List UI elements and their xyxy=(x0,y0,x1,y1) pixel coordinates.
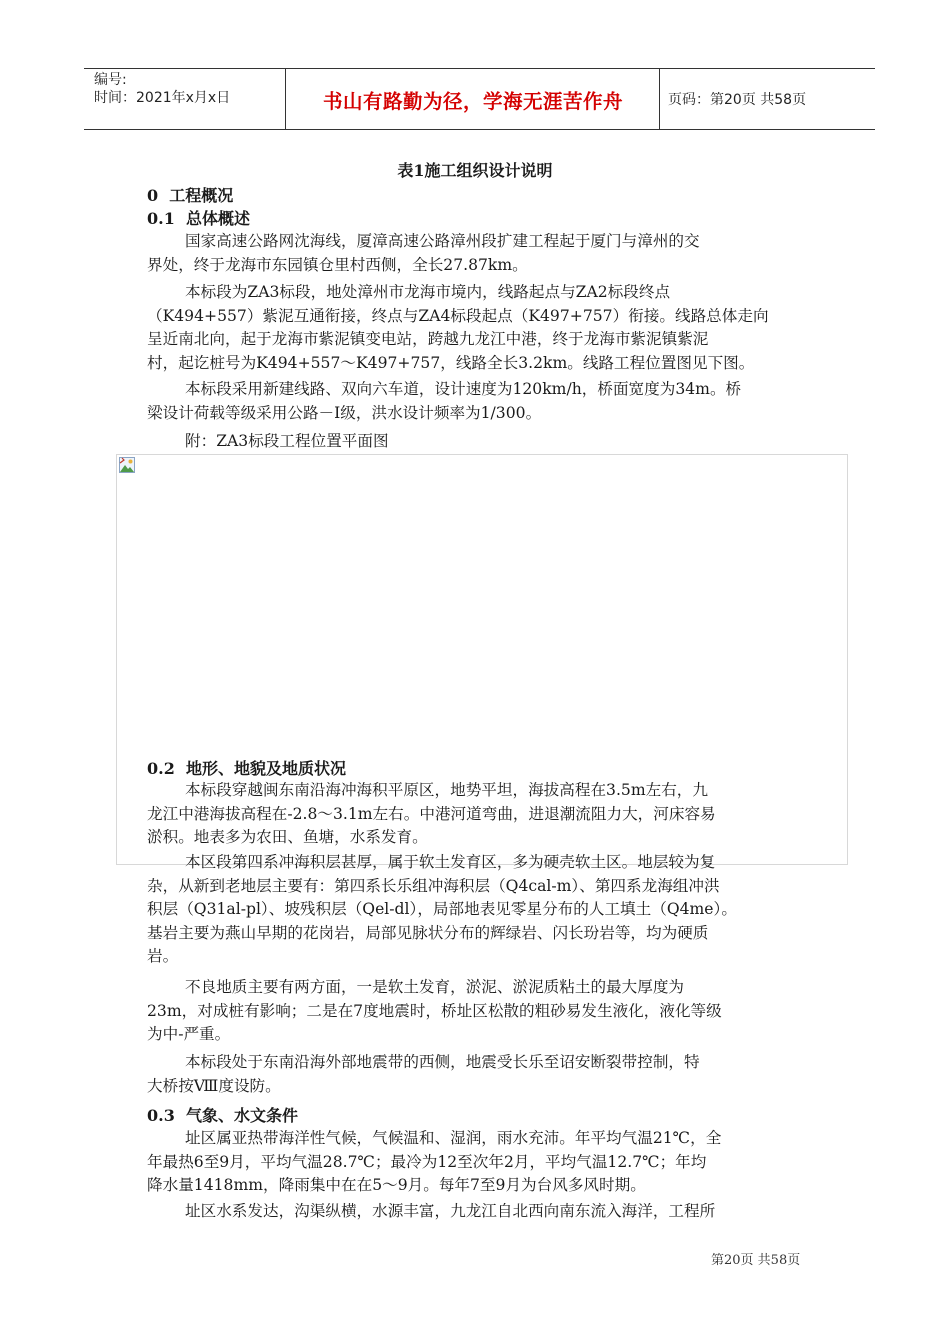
text-line: 岩。 xyxy=(147,947,179,966)
text-line: 淤积。地表多为农田、鱼塘，水系发育。 xyxy=(147,828,428,847)
paragraph-overview-3 xyxy=(147,378,741,425)
section-heading-0-3: 0.3 气象、水文条件 xyxy=(147,1106,298,1125)
text-line: 梁设计荷载等级采用公路－Ⅰ级，洪水设计频率为1/300。 xyxy=(147,403,542,422)
header-top-rule xyxy=(84,68,875,69)
section-heading-0-1: 0.1 总体概述 xyxy=(147,209,250,228)
text-line: 呈近南北向，起于龙海市紫泥镇变电站，跨越九龙江中港，终于龙海市紫泥镇紫泥 xyxy=(147,330,709,349)
broken-image-icon xyxy=(119,457,135,473)
text-line: 本标段穿越闽东南沿海冲海积平原区，地势平坦，海拔高程在3.5m左右，九 xyxy=(185,781,708,799)
paragraph-climate-1 xyxy=(147,1127,721,1198)
header-motto: 书山有路勤为径，学海无涯苦作舟 xyxy=(322,90,623,113)
text-line: 本区段第四系冲海积层甚厚，属于软土发育区，多为硬壳软土区。地层较为复 xyxy=(185,853,716,871)
text-line: 国家高速公路网沈海线，厦漳高速公路漳州段扩建工程起于厦门与漳州的交 xyxy=(185,232,700,250)
text-line: 大桥按Ⅷ度设防。 xyxy=(147,1076,281,1095)
header-divider-left xyxy=(285,68,286,130)
paragraph-terrain-4 xyxy=(147,1051,700,1098)
text-line: 址区属亚热带海洋性气候，气候温和、湿润，雨水充沛。年平均气温21℃，全 xyxy=(185,1129,722,1147)
text-line: 不良地质主要有两方面，一是软土发育，淤泥、淤泥质粘土的最大厚度为 xyxy=(185,978,685,996)
text-line: 为中-严重。 xyxy=(147,1025,231,1044)
text-line: 23m，对成桩有影响；二是在7度地震时，桥址区松散的粗砂易发生液化，液化等级 xyxy=(147,1001,722,1020)
text-line: 基岩主要为燕山早期的花岗岩，局部见脉状分布的辉绿岩、闪长玢岩等，均为硬质 xyxy=(147,923,709,942)
attachment-caption xyxy=(147,430,389,454)
text-line: 本标段为ZA3标段，地处漳州市龙海市境内，线路起点与ZA2标段终点 xyxy=(185,283,671,301)
header-time-label: 时间：2021年x月x日 xyxy=(94,90,231,106)
text-line: 积层（Q31al-pl）、坡残积层（Qel-dl），局部地表见零星分布的人工填土（Q4me）。 xyxy=(147,900,737,919)
text-line: 址区水系发达，沟渠纵横，水源丰富，九龙江自北西向南东流入海洋，工程所 xyxy=(185,1202,716,1220)
header-number-label: 编号: xyxy=(94,72,127,88)
text-line: 本标段采用新建线路、双向六车道，设计速度为120km/h，桥面宽度为34m。桥 xyxy=(185,380,742,398)
section-heading-0-2: 0.2 地形、地貌及地质状况 xyxy=(147,759,346,778)
text-line: 村，起讫桩号为K494+557～K497+757，线路全长3.2km。线路工程位置图见下图。 xyxy=(147,353,755,372)
text-line: 年最热6至9月，平均气温28.7℃；最冷为12至次年2月，平均气温12.7℃；年均 xyxy=(147,1152,707,1171)
paragraph-terrain-2 xyxy=(147,851,737,969)
text-line: （K494+557）紫泥互通衔接，终点与ZA4标段起点（K497+757）衔接。线路总体走向 xyxy=(147,306,769,325)
document-title: 表1施工组织设计说明 xyxy=(397,161,553,180)
paragraph-overview-1 xyxy=(147,230,700,277)
paragraph-terrain-3 xyxy=(147,976,722,1047)
text-line: 附：ZA3标段工程位置平面图 xyxy=(185,432,389,450)
paragraph-climate-2 xyxy=(147,1200,715,1224)
text-line: 本标段处于东南沿海外部地震带的西侧，地震受长乐至诏安断裂带控制，特 xyxy=(185,1053,700,1071)
paragraph-overview-2 xyxy=(147,281,769,375)
text-line: 降水量1418mm，降雨集中在在5～9月。每年7至9月为台风多风时期。 xyxy=(147,1176,646,1195)
text-line: 杂，从新到老地层主要有：第四系长乐组冲海积层（Q4cal-m）、第四系龙海组冲洪 xyxy=(147,876,720,895)
paragraph-terrain-1 xyxy=(147,779,716,850)
text-line: 界处，终于龙海市东园镇仓里村西侧，全长27.87km。 xyxy=(147,255,528,274)
header-divider-right xyxy=(659,68,660,130)
page-header xyxy=(84,68,875,130)
header-bottom-rule xyxy=(84,129,875,130)
section-heading-0: 0 工程概况 xyxy=(147,186,234,205)
text-line: 龙江中港海拔高程在-2.8～3.1m左右。中港河道弯曲，进退潮流阻力大，河床容易 xyxy=(147,804,716,823)
page-footer: 第20页 共58页 xyxy=(711,1253,801,1268)
header-page-label: 页码：第20页 共58页 xyxy=(668,92,807,108)
